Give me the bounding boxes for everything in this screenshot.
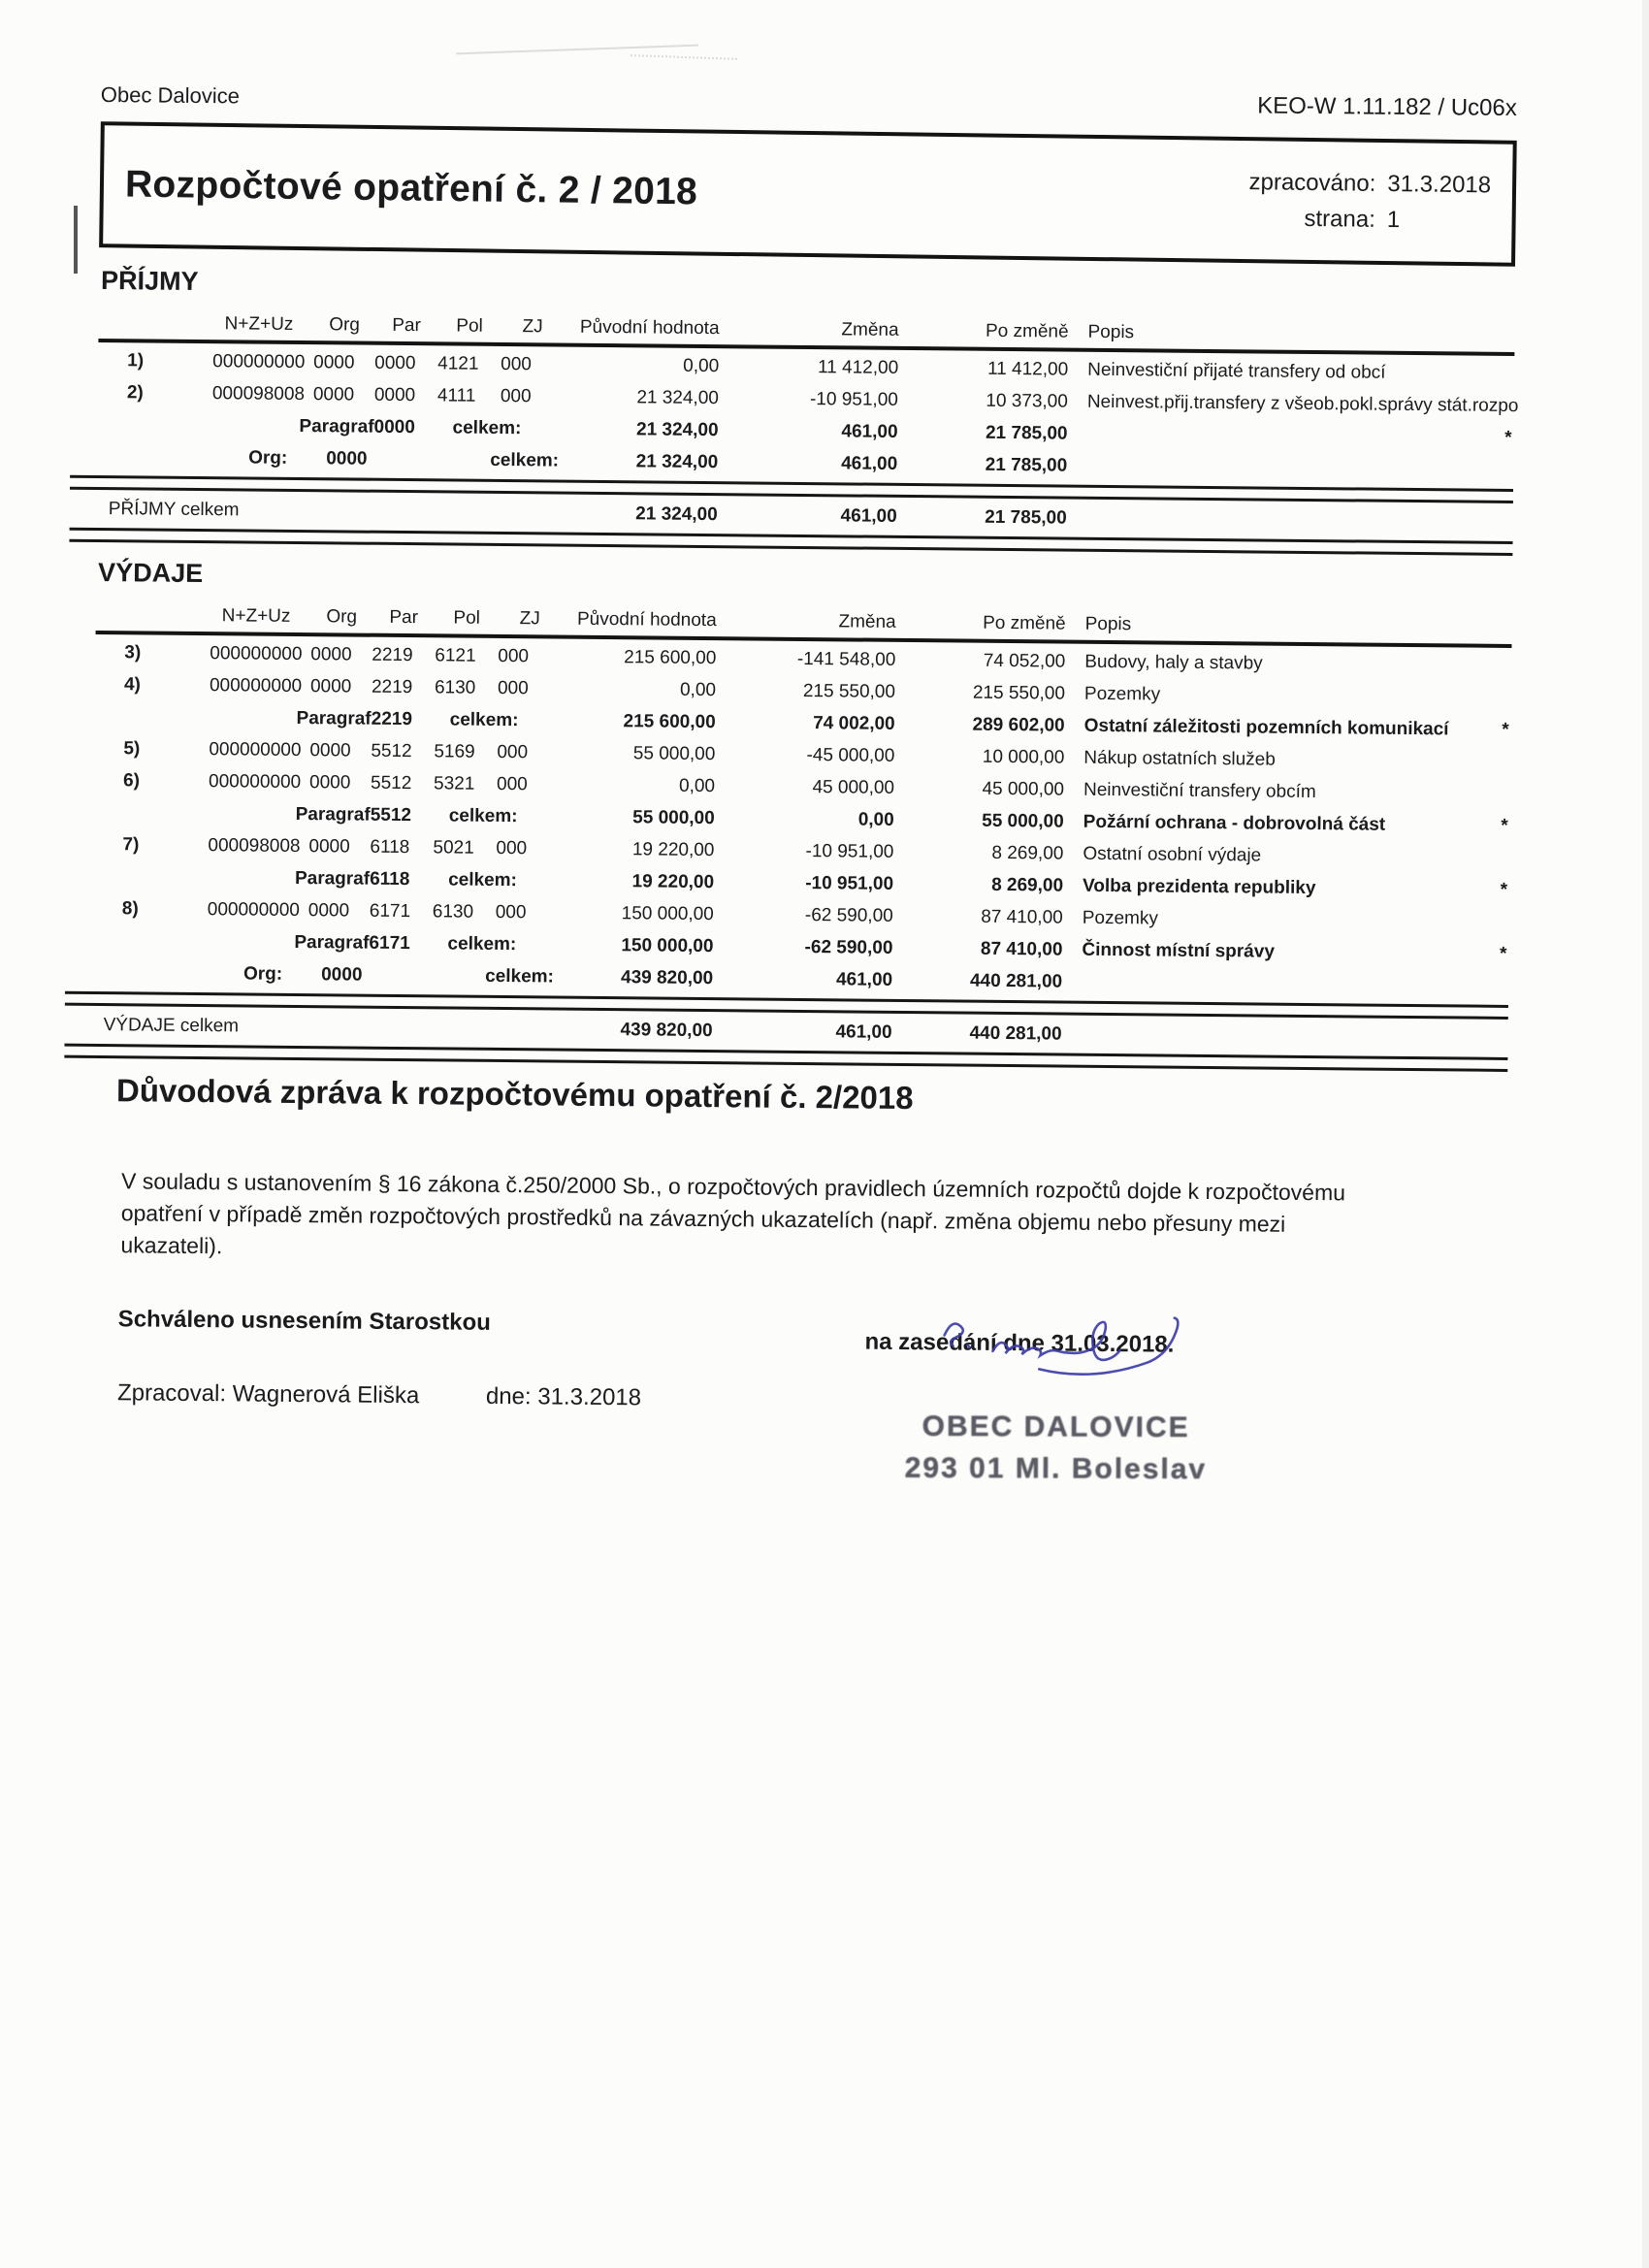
cell-puvodni: 215 600,00 [623, 710, 716, 732]
col-org: Org [329, 314, 361, 336]
cell-par: 2219 [371, 676, 413, 697]
cell-zmena: -45 000,00 [806, 744, 895, 766]
paragraf-code: 6171 [369, 932, 410, 954]
cell-puvodni: 439 820,00 [620, 966, 714, 988]
cell-org: 0000 [312, 383, 355, 405]
cell-zj: 000 [498, 645, 530, 666]
cell-num: 3) [124, 641, 142, 663]
celkem-label: celkem: [449, 708, 519, 730]
cell-popis [1062, 982, 1470, 986]
cell-zmena: 215 550,00 [802, 680, 896, 702]
report-line: V souladu s ustanovením § 16 zákona č.250/2000 Sb., o rozpočtových pravidlech územních rozpočtů dojde k rozpočtovému [120, 1168, 1346, 1206]
cell-pozmene: 10 000,00 [982, 746, 1065, 768]
cell-zj: 000 [501, 353, 533, 374]
scan-smudge [456, 45, 698, 55]
cell-nzuz: 000000000 [207, 898, 301, 921]
approval-row [88, 1306, 1505, 1381]
cell-zmena: 11 412,00 [817, 356, 899, 378]
paragraf-code: 6118 [370, 868, 410, 890]
celkem-label: celkem: [448, 868, 518, 891]
cell-pol: 5021 [433, 836, 474, 859]
cell-zmena: 461,00 [840, 504, 897, 527]
section-heading-prijmy: PŘÍJMY [100, 266, 199, 296]
report-paragraph [120, 1165, 1506, 1275]
cell-zmena: 461,00 [841, 420, 898, 442]
cell-popis [1062, 1034, 1470, 1038]
cell-zmena: 45 000,00 [812, 776, 895, 798]
cell-num: 7) [122, 833, 140, 855]
cell-pozmene: 21 785,00 [985, 454, 1068, 476]
cell-puvodni: 21 324,00 [635, 450, 719, 472]
cell-zmena: -10 951,00 [805, 840, 894, 862]
col-spacer [99, 323, 213, 324]
cell-pol: 4111 [436, 384, 476, 406]
binding-asterisk: * [1502, 719, 1509, 740]
cell-zmena: 461,00 [841, 452, 898, 474]
scan-smudge [630, 54, 737, 60]
cell-num: 4) [123, 673, 142, 695]
cell-par: 0000 [374, 352, 416, 373]
cell-puvodni: 21 324,00 [635, 418, 719, 440]
paragraf-code: 5512 [370, 804, 412, 826]
cell-zj: 000 [496, 773, 528, 794]
cell-zmena: -62 590,00 [804, 904, 893, 926]
processed-date: 31.3.2018 [1387, 170, 1492, 198]
cell-org: 0000 [307, 899, 350, 921]
cell-popis [1067, 466, 1474, 470]
col-puvodni: Původní hodnota [576, 608, 717, 632]
report-line: opatření v případě změn rozpočtových prostředků na závazných ukazatelích (např. změna objemu nebo přesuny mezi [120, 1200, 1286, 1237]
col-puvodni: Původní hodnota [579, 316, 720, 340]
cell-puvodni: 55 000,00 [632, 742, 716, 764]
stamp-line-2: 293 01 Ml. Boleslav [904, 1451, 1208, 1486]
cell-pol: 6130 [434, 676, 476, 698]
cell-puvodni: 0,00 [683, 355, 720, 376]
cell-puvodni: 21 324,00 [635, 502, 718, 525]
binding-asterisk: * [1501, 815, 1508, 836]
approved-by-text: Schváleno usnesením Starostkou [117, 1306, 491, 1336]
cell-num: 2) [126, 381, 144, 403]
cell-puvodni: 55 000,00 [632, 806, 715, 828]
cell-zj: 000 [496, 837, 528, 859]
cell-pozmene: 87 410,00 [981, 906, 1063, 928]
cell-nzuz: 000000000 [210, 642, 303, 664]
processed-label: zpracováno: [1248, 168, 1376, 197]
cell-pozmene: 11 412,00 [986, 358, 1069, 380]
cell-nzuz: 000000000 [209, 738, 302, 761]
cell-puvodni: 0,00 [678, 775, 716, 796]
cell-num: 6) [122, 769, 141, 791]
cell-popis: Neinvest.přij.transfery z všeob.pokl.správy stát.rozpo [1086, 391, 1519, 416]
col-popis: Popis [1087, 321, 1135, 343]
cell-pozmene: 21 785,00 [985, 506, 1067, 529]
cell-popis: Pozemky [1083, 683, 1161, 705]
cell-pozmene: 289 602,00 [972, 714, 1065, 736]
cell-zj: 000 [500, 385, 532, 406]
scanner-edge-shadow [1642, 0, 1649, 2268]
cell-zmena: 0,00 [857, 809, 894, 830]
binding-asterisk: * [1500, 879, 1508, 900]
cell-zmena: 461,00 [835, 1021, 892, 1043]
report-heading: Důvodová zpráva k rozpočtovému opatření č. 2/2018 [115, 1072, 914, 1117]
cell-par: 0000 [373, 384, 416, 405]
cell-org: 0000 [310, 643, 352, 665]
stamp-line-1: OBEC DALOVICE [922, 1409, 1190, 1444]
cell-zmena: 74 002,00 [813, 712, 895, 734]
col-par: Par [392, 314, 421, 337]
cell-pol: 5169 [434, 740, 475, 762]
prepared-by-text: Zpracoval: Wagnerová Eliška [116, 1379, 420, 1409]
cell-par: 2219 [372, 644, 413, 665]
col-spacer [96, 615, 210, 616]
scan-artifact-dash [74, 206, 78, 274]
cell-popis: Volba prezidenta republiky [1082, 875, 1316, 898]
report-line: ukazateli). [120, 1232, 223, 1259]
section-heading-vydaje: VÝDAJE [97, 557, 204, 589]
celkem-label: celkem: [490, 449, 560, 471]
cell-zmena: -10 951,00 [805, 872, 894, 894]
cell-popis: Nákup ostatních služeb [1083, 747, 1276, 770]
paragraf-label: Paragraf [295, 803, 371, 826]
org-label: Org: [242, 962, 283, 985]
cell-puvodni: 150 000,00 [621, 934, 714, 956]
cell-zmena: -141 548,00 [796, 648, 896, 670]
cell-zj: 000 [497, 677, 529, 698]
cell-zmena: -62 590,00 [804, 936, 893, 958]
cell-par: 5512 [371, 740, 412, 761]
col-zj: ZJ [519, 608, 540, 630]
cell-puvodni: 150 000,00 [621, 902, 714, 924]
org-code: 0000 [326, 447, 368, 470]
cell-org: 0000 [309, 675, 352, 697]
cell-popis: Neinvestiční transfery obcím [1083, 779, 1316, 802]
paragraf-code: 0000 [373, 416, 415, 437]
cell-pozmene: 55 000,00 [982, 810, 1064, 832]
celkem-label: celkem: [485, 965, 555, 988]
celkem-label: celkem: [447, 932, 517, 955]
page-label: strana: [1304, 205, 1376, 233]
cell-pol: 6121 [435, 644, 476, 666]
page-header [101, 81, 1517, 128]
col-par: Par [389, 606, 419, 629]
paragraf-label: Paragraf [294, 867, 371, 890]
cell-pol: 6130 [432, 900, 474, 923]
cell-puvodni: 439 820,00 [620, 1019, 713, 1041]
cell-num: 8) [121, 897, 139, 919]
document-body [88, 81, 1519, 1486]
binding-asterisk: * [1499, 943, 1507, 964]
col-pol: Pol [456, 315, 483, 337]
paragraf-label: Paragraf [294, 931, 370, 954]
cell-popis: Požární ochrana - dobrovolná část [1083, 811, 1386, 835]
cell-popis: Ostatní osobní výdaje [1083, 843, 1262, 866]
cell-par: 6171 [369, 900, 411, 922]
col-nzuz: N+Z+Uz [221, 605, 291, 627]
prepared-by-row [117, 1379, 1504, 1420]
org-code: 0000 [321, 963, 363, 986]
cell-pozmene: 8 269,00 [991, 842, 1064, 864]
cell-nzuz: 000000000 [209, 674, 303, 697]
cell-puvodni: 19 220,00 [631, 838, 715, 860]
cell-nzuz: 000098008 [208, 834, 301, 857]
cell-popis: Neinvestiční přijaté transfery od obcí [1087, 359, 1386, 383]
cell-pozmene: 74 052,00 [983, 650, 1066, 672]
cell-puvodni: 19 220,00 [631, 870, 715, 892]
cell-zj: 000 [495, 901, 527, 923]
cell-puvodni: 21 324,00 [636, 386, 719, 408]
paragraf-label: Paragraf [299, 415, 374, 437]
col-pol: Pol [453, 607, 481, 629]
cell-zmena: 461,00 [835, 968, 893, 990]
org-label: Org: [248, 446, 288, 469]
col-popis: Popis [1084, 613, 1132, 635]
celkem-label: celkem: [452, 416, 522, 438]
cell-pozmene: 440 281,00 [969, 1022, 1062, 1045]
system-version: KEO-W 1.11.182 / Uc06x [1257, 92, 1517, 122]
page-number: 1 [1386, 206, 1401, 233]
document-title: Rozpočtové opatření č. 2 / 2018 [124, 163, 698, 213]
paragraf-code: 2219 [371, 708, 413, 729]
col-zmena: Změna [838, 611, 896, 632]
cell-org: 0000 [313, 351, 355, 373]
cell-popis: Činnost místní správy [1082, 939, 1276, 962]
cell-org: 0000 [308, 771, 351, 794]
col-zj: ZJ [522, 316, 543, 338]
col-org: Org [326, 606, 358, 628]
title-box [99, 121, 1517, 267]
cell-num: 1) [127, 349, 145, 371]
cell-pozmene: 21 785,00 [985, 422, 1068, 444]
session-date-text: na zasedání dne 31.03.2018. [864, 1328, 1175, 1358]
col-pozmene: Po změně [983, 612, 1066, 634]
cell-zj: 000 [497, 741, 529, 762]
cell-org: 0000 [308, 835, 350, 858]
cell-nzuz: 000000000 [208, 770, 302, 793]
cell-pozmene: 87 410,00 [980, 938, 1063, 960]
cell-pol: 4121 [437, 352, 479, 374]
cell-zmena: -10 951,00 [809, 388, 898, 410]
binding-asterisk: * [1504, 427, 1512, 448]
cell-pol: 5321 [433, 772, 475, 794]
celkem-label: celkem: [448, 804, 518, 826]
col-pozmene: Po změně [985, 320, 1069, 342]
col-zmena: Změna [841, 319, 899, 340]
cell-pozmene: 45 000,00 [982, 778, 1065, 800]
cell-pozmene: 440 281,00 [969, 970, 1063, 992]
cell-num: 5) [123, 737, 141, 759]
cell-pozmene: 215 550,00 [972, 682, 1066, 704]
cell-puvodni: 215 600,00 [624, 646, 717, 668]
col-nzuz: N+Z+Uz [224, 313, 294, 335]
cell-pozmene: 8 269,00 [991, 874, 1064, 896]
cell-par: 5512 [370, 772, 412, 794]
cell-popis [1067, 518, 1474, 522]
cell-popis [1068, 434, 1475, 437]
total-label: PŘÍJMY celkem [108, 498, 240, 520]
cell-popis: Pozemky [1082, 907, 1159, 929]
cell-popis: Budovy, haly a stavby [1084, 651, 1263, 674]
document-meta [1248, 169, 1491, 235]
handwritten-signature [922, 1294, 1214, 1394]
cell-par: 6118 [370, 836, 410, 858]
cell-org: 0000 [309, 739, 351, 761]
office-stamp [900, 1406, 1211, 1490]
prepared-date-text: dne: 31.3.2018 [485, 1382, 642, 1411]
paragraf-label: Paragraf [296, 707, 372, 729]
organization-name: Obec Dalovice [100, 81, 241, 109]
cell-pozmene: 10 373,00 [986, 390, 1068, 412]
cell-puvodni: 0,00 [679, 679, 717, 700]
total-label: VÝDAJE celkem [103, 1014, 240, 1036]
cell-nzuz: 000000000 [212, 350, 306, 373]
cell-popis: Ostatní záležitosti pozemních komunikací [1083, 715, 1449, 739]
cell-nzuz: 000098008 [211, 382, 306, 405]
